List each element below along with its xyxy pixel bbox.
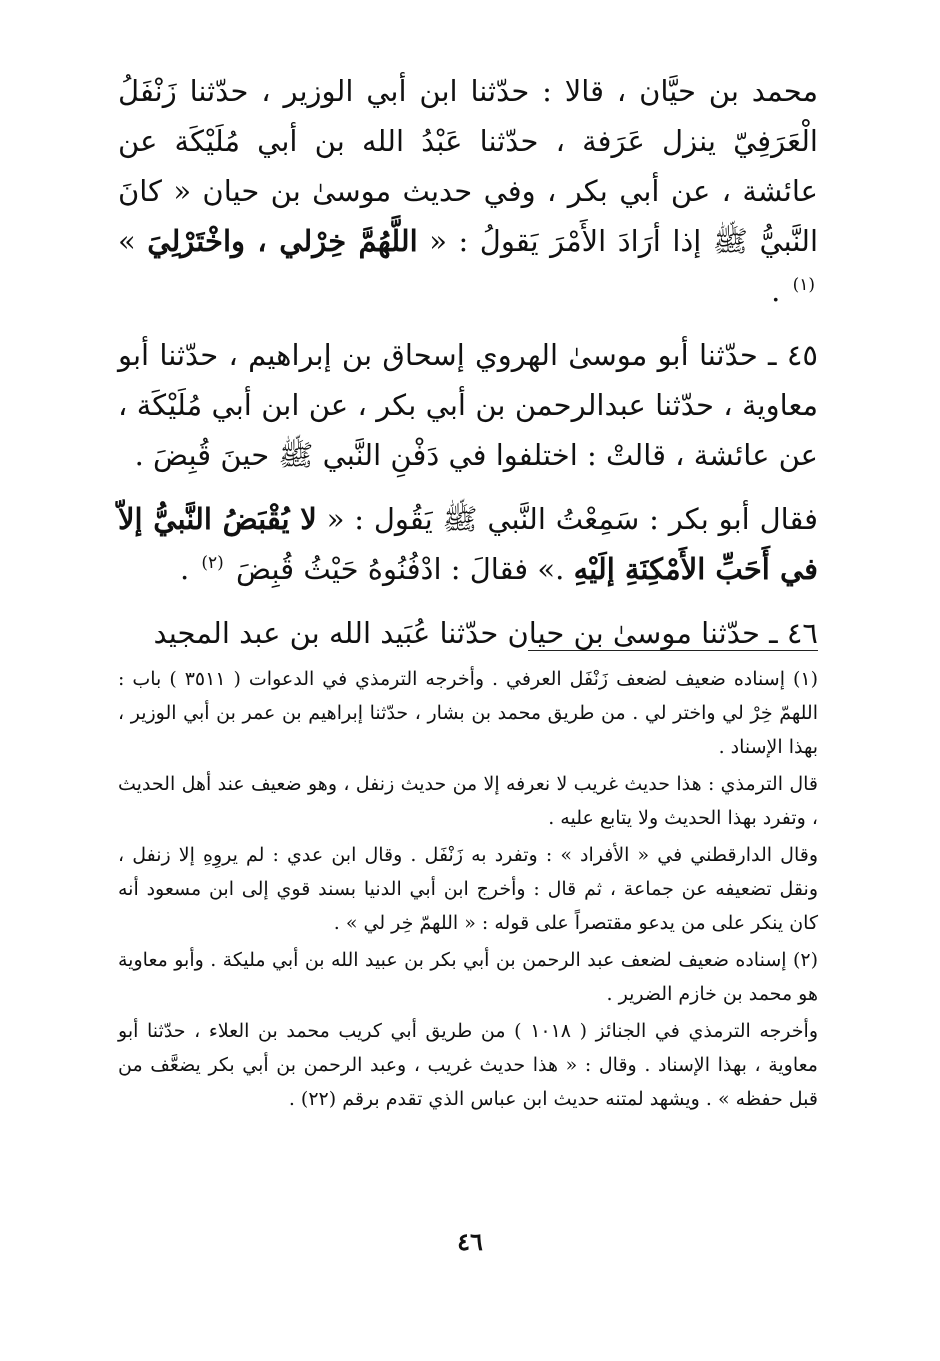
paragraph-3-text: فقال أبو بكر : سَمِعْتُ النَّبي ﷺ يَقُول : « xyxy=(316,502,819,536)
footnote-2-tirmidhi: وأخرجه الترمذي في الجنائز ( ١٠١٨ ) من طريق أبي كريب محمد بن العلاء ، حدّثنا أبو معاوية ، بهذا الإسناد . وقال : « هذا حديث غريب ، وعبد الرحمن بن أبي بكر يضعَّف من قبل حفظه » . ويشهد لمتنه حديث ابن عباس الذي تقدم برقم (٢٢) . xyxy=(118,1020,818,1110)
paragraph-3-end: . xyxy=(179,552,199,586)
paragraph-1-end: . xyxy=(771,274,790,308)
hadith-46: ٤٦ ـ حدّثنا موسىٰ بن حيان حدّثنا عُبَيد الله بن عبد المجيد xyxy=(153,616,818,650)
footnote-1-daraqutni: وقال الدارقطني في « الأفراد » : وتفرد به زَنْفَل . وقال ابن عدي : لم يروِهِ إلا زنفل ، ونقل تضعيفه عن جماعة ، ثم قال : وأخرج ابن أبي الدنيا بسند قوي إلى ابن مسعود أنه كان ينكر على من يدعو مقتصراً على قوله : « اللهمّ خِر لي » . xyxy=(118,844,818,934)
paragraph-1 xyxy=(118,66,818,316)
footnote-1: (١) إسناده ضعيف لضعف زَنْفَل العرفي . وأخرجه الترمذي في الدعوات ( ٣٥١١ ) باب : اللهمّ خِرْ لي واختر لي . من طريق محمد بن بشار ، حدّثنا إبراهيم بن عمر بن أبي الوزير ، بهذا الإسناد . xyxy=(118,668,819,758)
hadith-quote: لا يُقْبَضُ النَّبيُّ إلاّ في أَحَبِّ الأَمْكِنَةِ إلَيْهِ xyxy=(118,502,818,586)
quote-close: » xyxy=(118,224,148,258)
paragraph-3 xyxy=(118,494,818,594)
page-number: ٤٦ xyxy=(457,1227,483,1256)
hadith-45: ٤٥ ـ حدّثنا أبو موسىٰ الهروي إسحاق بن إبراهيم ، حدّثنا أبو معاوية ، حدّثنا عبدالرحمن بن أبي بكر ، عن ابن أبي مُلَيْكَة ، عن عائشة ، قالتْ : اختلفوا في دَفْنِ النَّبي ﷺ حينَ قُبِضَ . xyxy=(118,338,818,472)
footnote-2: (٢) إسناده ضعيف لضعف عبد الرحمن بن أبي بكر بن عبيد الله بن أبي مليكة . وأبو معاوية هو محمد بن خازم الضرير . xyxy=(118,949,818,1005)
footnote-divider xyxy=(528,650,818,651)
paragraph-3-cont: .» فقالَ : ادْفُنُوهُ حَيْثُ قُبِضَ xyxy=(226,552,574,586)
main-text xyxy=(118,66,818,672)
dua-quote: اللَّهُمَّ خِرْلي ، واخْتَرْلِيَ xyxy=(147,224,418,258)
footnotes xyxy=(118,662,818,1119)
footnote-1-tirmidhi: قال الترمذي : هذا حديث غريب لا نعرفه إلا من حديث زنفل ، وهو ضعيف عند أهل الحديث ، وتفرد بهذا الحديث ولا يتابع عليه . xyxy=(118,773,818,829)
footnote-ref-1: (١) xyxy=(792,275,815,296)
footnote-ref-2: (٢) xyxy=(201,553,224,574)
paragraph-1-text: محمد بن حيَّان ، قالا : حدّثنا ابن أبي الوزير ، حدّثنا زَنْفَلُ الْعَرَفِيّ ينزل عَرَفة ، حدّثنا عَبْدُ الله بن أبي مُلَيْكَة عن عائشة ، عن أبي بكر ، وفي حديث موسىٰ بن حيان « كانَ النَّبيُّ ﷺ إذا أرَادَ الأَمْرَ يَقولُ : « xyxy=(118,74,819,258)
